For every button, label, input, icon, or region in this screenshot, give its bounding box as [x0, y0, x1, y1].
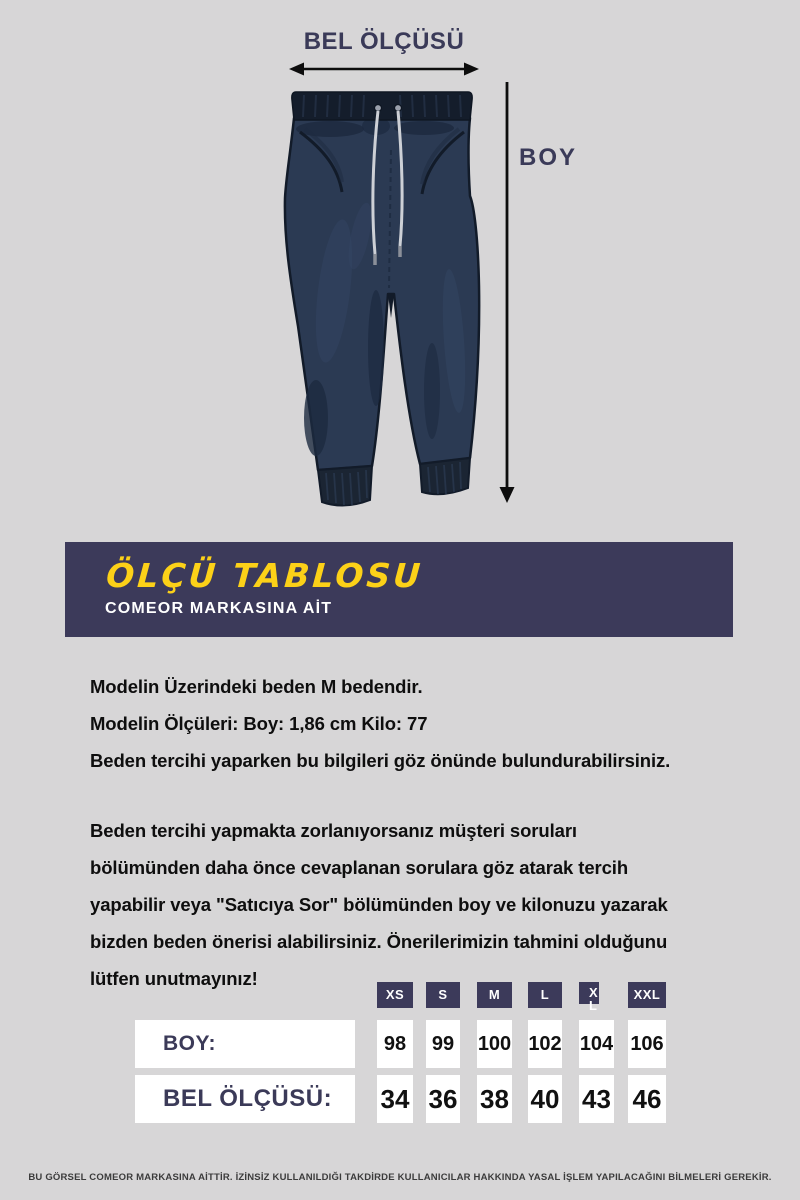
waist-arrow-icon: [288, 61, 480, 77]
bel-value-xxl: 46: [628, 1075, 666, 1123]
jogger-pants-illustration: [272, 86, 492, 510]
boy-value-xxl: 106: [628, 1020, 666, 1068]
paragraph-line: yapabilir veya "Satıcıya Sor" bölümünden boy ve kilonuzu yazarak: [90, 894, 668, 915]
length-arrow-icon: [498, 82, 516, 504]
size-advice-paragraph: [90, 812, 770, 997]
size-header-s: S: [426, 982, 460, 1008]
boy-value-xl: 104: [579, 1020, 614, 1068]
paragraph-line: bizden beden önerisi alabilirsiniz. Önerilerimizin tahmini olduğunu: [90, 931, 668, 952]
copyright-disclaimer: BU GÖRSEL COMEOR MARKASINA AİTTİR. İZİNSİZ KULLANILDIĞI TAKDİRDE KULLANICILAR HAKKINDA YASAL İŞLEM YAPILACAĞINI BİLMELERİ GEREKİR.: [28, 1172, 772, 1183]
size-header-xl: XL: [579, 982, 599, 1004]
size-header-m: M: [477, 982, 512, 1008]
paragraph-line: Beden tercihi yapmakta zorlanıyorsanız müşteri soruları: [90, 820, 577, 841]
size-header-xxl: XXL: [628, 982, 666, 1008]
size-header-l: L: [528, 982, 562, 1008]
size-table-banner: [65, 542, 733, 637]
bel-value-xs: 34: [377, 1075, 413, 1123]
paragraph-line: bölümünden daha önce cevaplanan sorulara göz atarak tercih: [90, 857, 629, 878]
bel-value-xl: 43: [579, 1075, 614, 1123]
paragraph-line: Modelin Üzerindeki beden M bedendir.: [90, 676, 423, 697]
banner-title: ÖLÇÜ TABLOSU: [105, 556, 425, 595]
row-label-bel-olcusu: BEL ÖLÇÜSÜ:: [135, 1075, 355, 1123]
bel-value-s: 36: [426, 1075, 460, 1123]
boy-value-l: 102: [528, 1020, 562, 1068]
row-label-boy: BOY:: [135, 1020, 355, 1068]
bel-value-m: 38: [477, 1075, 512, 1123]
bel-value-l: 40: [528, 1075, 562, 1123]
size-header-xs: XS: [377, 982, 413, 1008]
boy-value-xs: 98: [377, 1020, 413, 1068]
model-info-paragraph: [90, 668, 770, 779]
paragraph-line: Beden tercihi yaparken bu bilgileri göz önünde bulundurabilirsiniz.: [90, 750, 671, 771]
paragraph-line: Modelin Ölçüleri: Boy: 1,86 cm Kilo: 77: [90, 713, 428, 734]
boy-value-m: 100: [477, 1020, 512, 1068]
paragraph-line: lütfen unutmayınız!: [90, 968, 258, 989]
boy-value-s: 99: [426, 1020, 460, 1068]
banner-subtitle: COMEOR MARKASINA AİT: [105, 600, 333, 617]
waist-measure-label: BEL ÖLÇÜSÜ: [303, 28, 465, 55]
length-measure-label: BOY: [519, 144, 578, 171]
